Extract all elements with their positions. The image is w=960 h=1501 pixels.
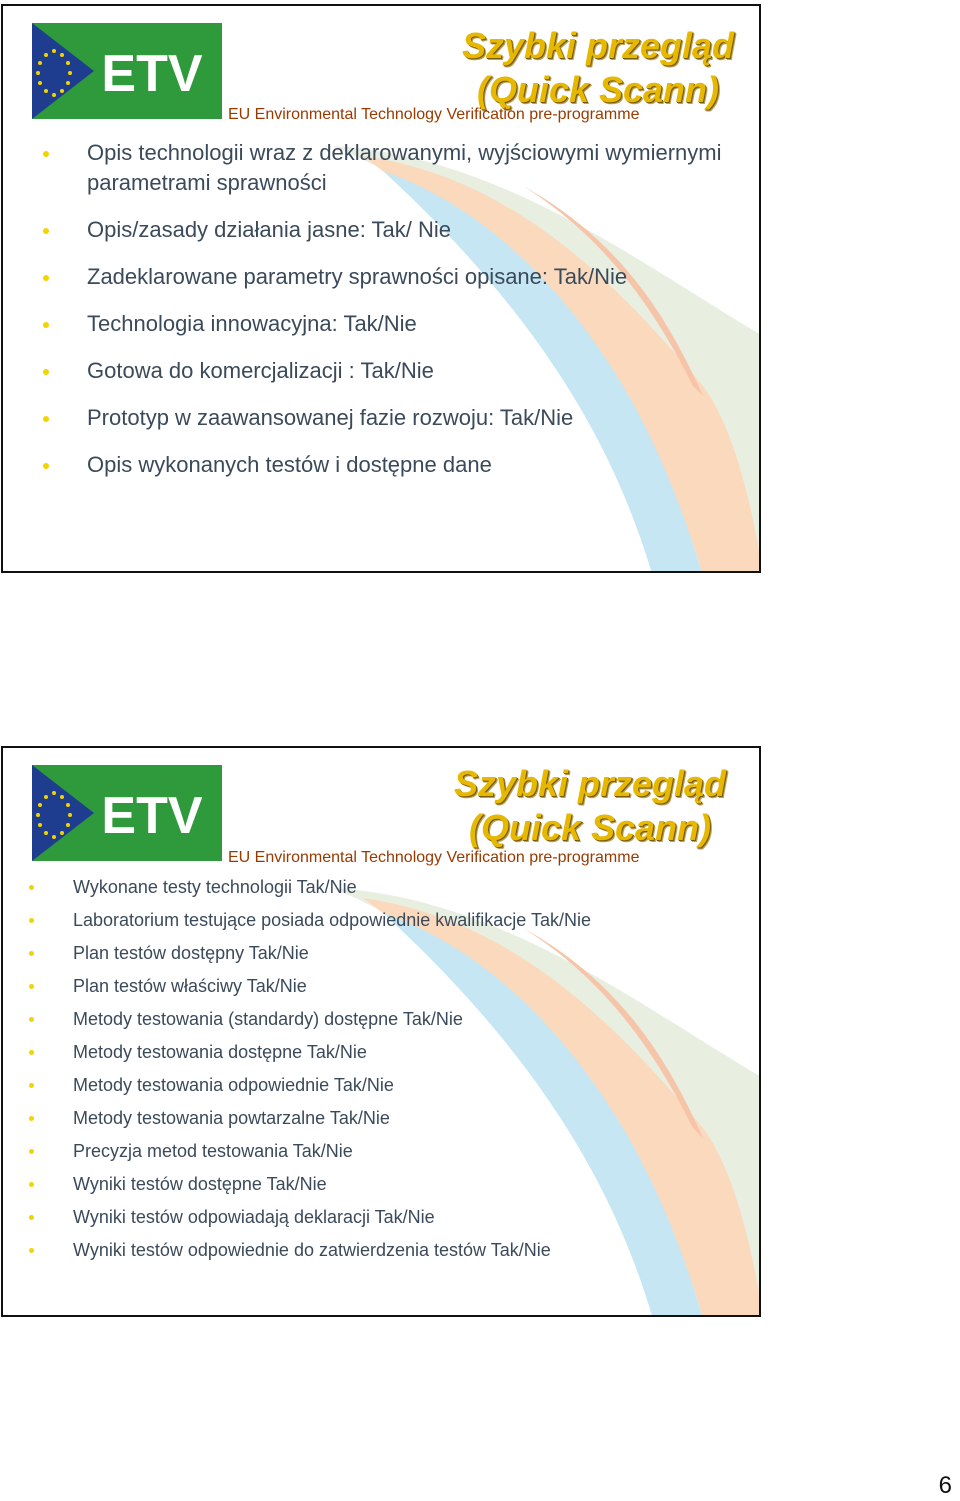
list-item: Plan testów właściwy Tak/Nie [23,975,753,997]
list-item: Gotowa do komercjalizacji : Tak/Nie [35,356,750,386]
list-item: Metody testowania powtarzalne Tak/Nie [23,1107,753,1129]
list-item: Wyniki testów odpowiadają deklaracji Tak/Nie [23,1206,753,1228]
bullet-icon [29,918,34,923]
bullet-icon [29,984,34,989]
page-number: 6 [938,1472,952,1499]
slide-1 [1,4,761,573]
bullet-icon [43,369,49,375]
bullet-icon [29,1248,34,1253]
bullet-icon [29,1116,34,1121]
list-item: Metody testowania dostępne Tak/Nie [23,1041,753,1063]
bullet-icon [43,228,49,234]
list-item: Prototyp w zaawansowanej fazie rozwoju: Tak/Nie [35,403,750,433]
slide-subtitle: EU Environmental Technology Verification pre-programme [228,106,640,123]
bullet-icon [29,1182,34,1187]
bullet-icon [29,1149,34,1154]
slide-title [443,24,753,112]
slide-2 [1,746,761,1317]
slide-title-line-1: Szybki przegląd [461,25,735,66]
etv-logo [32,765,222,861]
bullet-icon [29,885,34,890]
list-item: Metody testowania odpowiednie Tak/Nie [23,1074,753,1096]
list-item: Laboratorium testujące posiada odpowiednie kwalifikacje Tak/Nie [23,909,753,931]
list-item: Wykonane testy technologii Tak/Nie [23,876,753,898]
logo-text: ETV [101,787,203,845]
bullet-icon [29,1050,34,1055]
logo-text: ETV [101,45,203,103]
bullet-icon [43,151,49,157]
bullet-list [35,138,750,497]
slide-subtitle: EU Environmental Technology Verification pre-programme [228,849,640,866]
list-item: Technologia innowacyjna: Tak/Nie [35,309,750,339]
bullet-icon [29,1017,34,1022]
slide-title [435,762,745,850]
bullet-icon [43,416,49,422]
list-item: Opis technologii wraz z deklarowanymi, wyjściowymi wymiernymi parametrami sprawności [35,138,750,198]
list-item: Zadeklarowane parametry sprawności opisane: Tak/Nie [35,262,750,292]
list-item: Wyniki testów dostępne Tak/Nie [23,1173,753,1195]
bullet-icon [29,1083,34,1088]
slide-title-line-2: (Quick Scann) [468,807,712,848]
etv-logo [32,23,222,119]
bullet-icon [43,275,49,281]
list-item: Precyzja metod testowania Tak/Nie [23,1140,753,1162]
slide-title-line-2: (Quick Scann) [476,69,720,110]
slide-title-line-1: Szybki przegląd [453,763,727,804]
bullet-icon [29,1215,34,1220]
list-item: Opis/zasady działania jasne: Tak/ Nie [35,215,750,245]
bullet-icon [43,322,49,328]
list-item: Metody testowania (standardy) dostępne Tak/Nie [23,1008,753,1030]
bullet-icon [29,951,34,956]
list-item: Opis wykonanych testów i dostępne dane [35,450,750,480]
bullet-icon [43,463,49,469]
bullet-list [23,876,753,1272]
list-item: Wyniki testów odpowiednie do zatwierdzenia testów Tak/Nie [23,1239,753,1261]
list-item: Plan testów dostępny Tak/Nie [23,942,753,964]
